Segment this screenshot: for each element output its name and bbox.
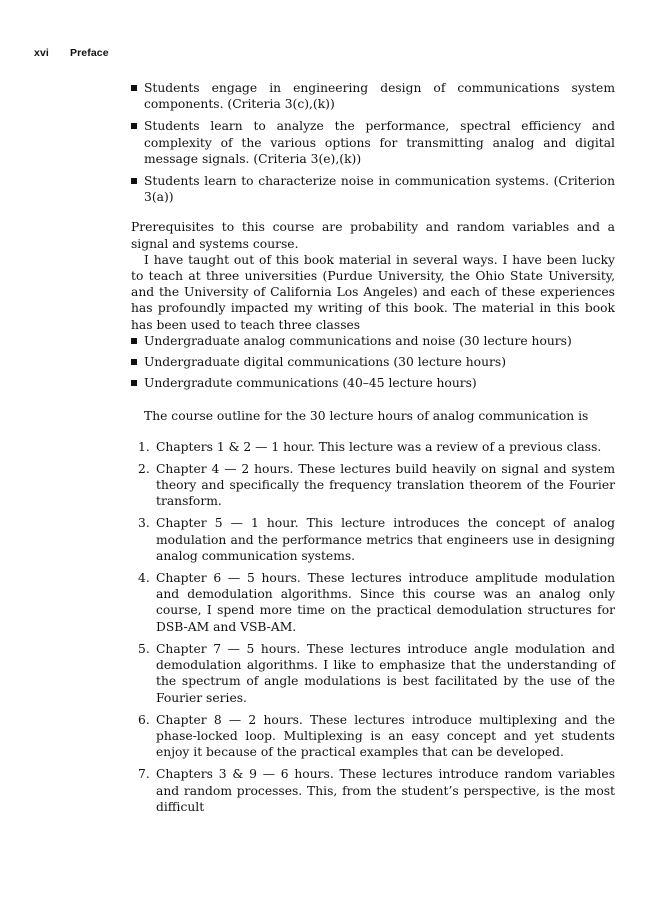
list-text: Chapter 4 — 2 hours. These lectures build heavily on signal and system theory and specifically the frequency translation theorem of the Fourier transform. xyxy=(156,461,615,509)
list-item xyxy=(131,515,615,564)
running-header xyxy=(34,47,109,59)
list-number: 4. xyxy=(138,571,150,586)
list-item: Students engage in engineering design of communications system components. (Criteria 3(c),(k)) xyxy=(131,80,615,112)
list-number: 3. xyxy=(138,516,150,531)
paragraph-prerequisites: Prerequisites to this course are probability and random variables and a signal and systems course. xyxy=(131,220,615,251)
list-text: Chapter 7 — 5 hours. These lectures introduce angle modulation and demodulation algorithms. I like to emphasize that the understanding of the spectrum of angle modulations is best facilitated by the use of the Fourier series. xyxy=(156,641,615,705)
list-item xyxy=(131,712,615,761)
list-number: 1. xyxy=(138,439,150,454)
classes-bullet-list xyxy=(131,333,615,392)
list-number: 5. xyxy=(138,641,150,656)
list-item: Undergraduate analog communications and noise (30 lecture hours) xyxy=(131,333,615,349)
list-item xyxy=(131,570,615,635)
list-item: Students learn to analyze the performance, spectral efficiency and complexity of the various options for transmitting analog and digital message signals. (Criteria 3(e),(k)) xyxy=(131,118,615,167)
list-text: Chapter 8 — 2 hours. These lectures introduce multiplexing and the phase-locked loop. Multiplexing is an easy concept and yet students enjoy it because of the practical examples that can be developed. xyxy=(156,712,615,760)
list-item xyxy=(131,461,615,510)
list-text: Chapters 1 & 2 — 1 hour. This lecture was a review of a previous class. xyxy=(156,439,602,454)
list-item: Undergraduate digital communications (30 lecture hours) xyxy=(131,354,615,370)
page-number: xvi xyxy=(34,47,49,59)
section-title: Preface xyxy=(70,47,109,59)
page-body xyxy=(131,80,615,821)
list-text: Chapter 6 — 5 hours. These lectures introduce amplitude modulation and demodulation algorithms. Since this course was an analog only course, I spend more time on the practical demodulation structures for DSB-AM and VSB-AM. xyxy=(156,571,615,634)
course-outline-list xyxy=(131,439,615,815)
list-number: 6. xyxy=(138,712,150,727)
list-item xyxy=(131,439,615,455)
paragraph-teaching-history: I have taught out of this book material in several ways. I have been lucky to teach at three universities (Purdue University, the Ohio State University, and the University of California Los Angeles) and each of these experiences has profoundly impacted my writing of this book. The material in this book has been used to teach three classes xyxy=(131,252,615,332)
list-text: Chapter 5 — 1 hour. This lecture introduces the concept of analog modulation and the performance metrics that engineers use in designing analog communication systems. xyxy=(156,516,615,563)
list-number: 2. xyxy=(138,461,150,476)
list-item: Students learn to characterize noise in communication systems. (Criterion 3(a)) xyxy=(131,173,615,205)
criteria-bullet-list xyxy=(131,80,615,205)
list-item xyxy=(131,641,615,706)
paragraph-course-outline: The course outline for the 30 lecture hours of analog communication is xyxy=(144,409,589,424)
list-item xyxy=(131,766,615,815)
list-item: Undergradute communications (40–45 lecture hours) xyxy=(131,375,615,391)
list-number: 7. xyxy=(138,767,150,782)
list-text: Chapters 3 & 9 — 6 hours. These lectures introduce random variables and random processes. This, from the student’s perspective, is the most difficult xyxy=(156,767,615,814)
